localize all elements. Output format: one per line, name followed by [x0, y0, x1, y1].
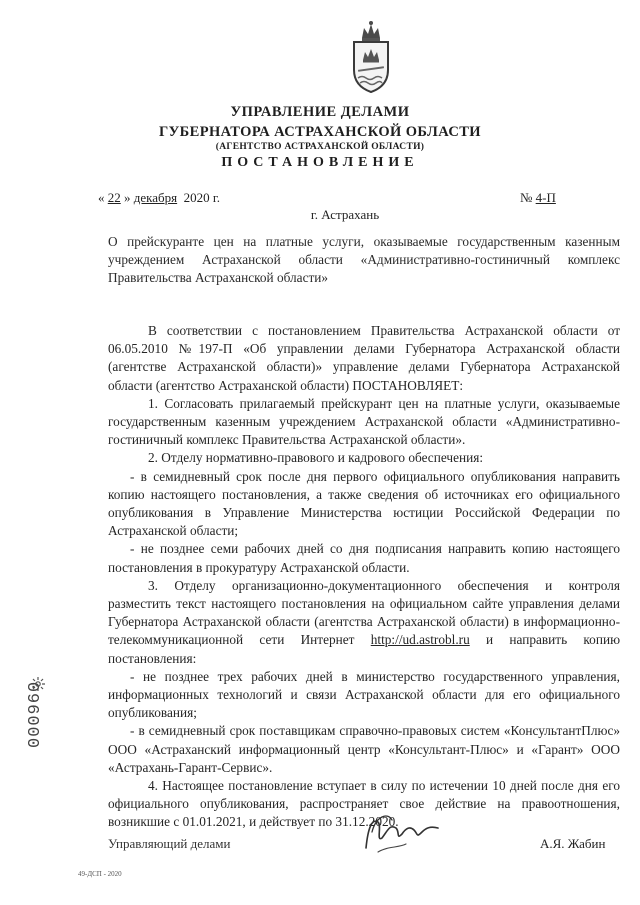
preamble-paragraph: В соответствии с постановлением Правительства Астраханской области от 06.05.2010 №197-П «Об управлении делами Губернатора Астраханской области (агентстве Астраханской области)» управление делами Губернатора Астраханской области (агентство Астраханской области) ПОСТАНОВЛЯЕТ:: [108, 323, 620, 393]
item-3a-paragraph: - не позднее трех рабочих дней в министерство государственного управления, информационных технологий и связи Астраханской области для его официального опубликования;: [108, 668, 620, 721]
item-2-paragraph: 2. Отделу нормативно-правового и кадрового обеспечения:: [148, 450, 484, 466]
document-type-title: ПОСТАНОВЛЕНИЕ: [221, 155, 419, 170]
website-link[interactable]: http://ud.astrobl.ru: [370, 632, 470, 648]
date-close-quote: »: [124, 190, 131, 205]
item-2a-paragraph: - в семидневный срок после дня первого официального опубликования направить копию настоящего постановления, а также сведения об источниках его официального опубликования в Управление Министерства юстиции Российской Федерации по Астраханской области;: [108, 468, 620, 539]
document-city: г. Астрахань: [310, 207, 380, 222]
date-month: декабря: [133, 190, 178, 205]
header-line-3: (АГЕНТСТВО АСТРАХАНСКОЙ ОБЛАСТИ): [215, 142, 425, 152]
item-3-text-end: и направить копию постановления:: [108, 632, 620, 666]
date-open-quote: «: [98, 190, 105, 205]
item-3-text: 3. Отделу организационно-документационного обеспечения и контроля разместить текст настоящего постановления на официальном сайте управления делами Губернатора Астраханской области (агентства Астраханской области) в информационно-телекоммуникационной сети Интернет: [108, 577, 620, 648]
coat-of-arms-emblem: [348, 18, 394, 94]
document-subject: О прейскуранте цен на платные услуги, оказываемые государственным казенным учреждением Астраханской области «Административно-гостиничный комплекс Правительства Астраханской области»: [108, 234, 620, 285]
item-3-paragraph: [108, 577, 620, 668]
date-year: 2020 г.: [183, 190, 220, 205]
document-body: [108, 322, 620, 832]
item-4-paragraph: 4. Настоящее постановление вступает в силу по истечении 10 дней после дня его официального опубликования, распространяет свое действие на правоотношения, возникшие с 01.01.2021, и действует по 31.12.2020.: [108, 778, 620, 830]
document-date: [98, 190, 220, 206]
footer-registration-code: 49-ДСП - 2020: [78, 870, 122, 878]
header-line-1: УПРАВЛЕНИЕ ДЕЛАМИ: [230, 104, 410, 120]
item-1-paragraph: 1. Согласовать прилагаемый прейскурант цен на платные услуги, оказываемые государственным казенным учреждением Астраханской области «Административно-гостиничный комплекс Правительства Астраханской области».: [108, 395, 620, 448]
number-prefix: №: [520, 190, 533, 205]
signatory-name: А.Я. Жабин: [540, 836, 606, 851]
item-3b-paragraph: - в семидневный срок поставщикам справочно-правовых систем «КонсультантПлюс» ООО «Астраханский информационный центр «Консультант-Плюс» и «Гарант» ООО «Астрахань-Гарант-Сервис».: [108, 723, 620, 775]
handwritten-signature: [358, 808, 444, 858]
document-number: [520, 190, 556, 206]
signatory-position: Управляющий делами: [108, 836, 231, 851]
item-2b-paragraph: - не позднее семи рабочих дней со дня подписания направить копию настоящего постановления в прокуратуру Астраханской области.: [108, 541, 620, 575]
side-serial-number: 000960: [26, 680, 45, 748]
number-value: 4-П: [535, 190, 556, 205]
header-line-2: ГУБЕРНАТОРА АСТРАХАНСКОЙ ОБЛАСТИ: [159, 124, 481, 140]
date-day: 22: [107, 190, 121, 205]
